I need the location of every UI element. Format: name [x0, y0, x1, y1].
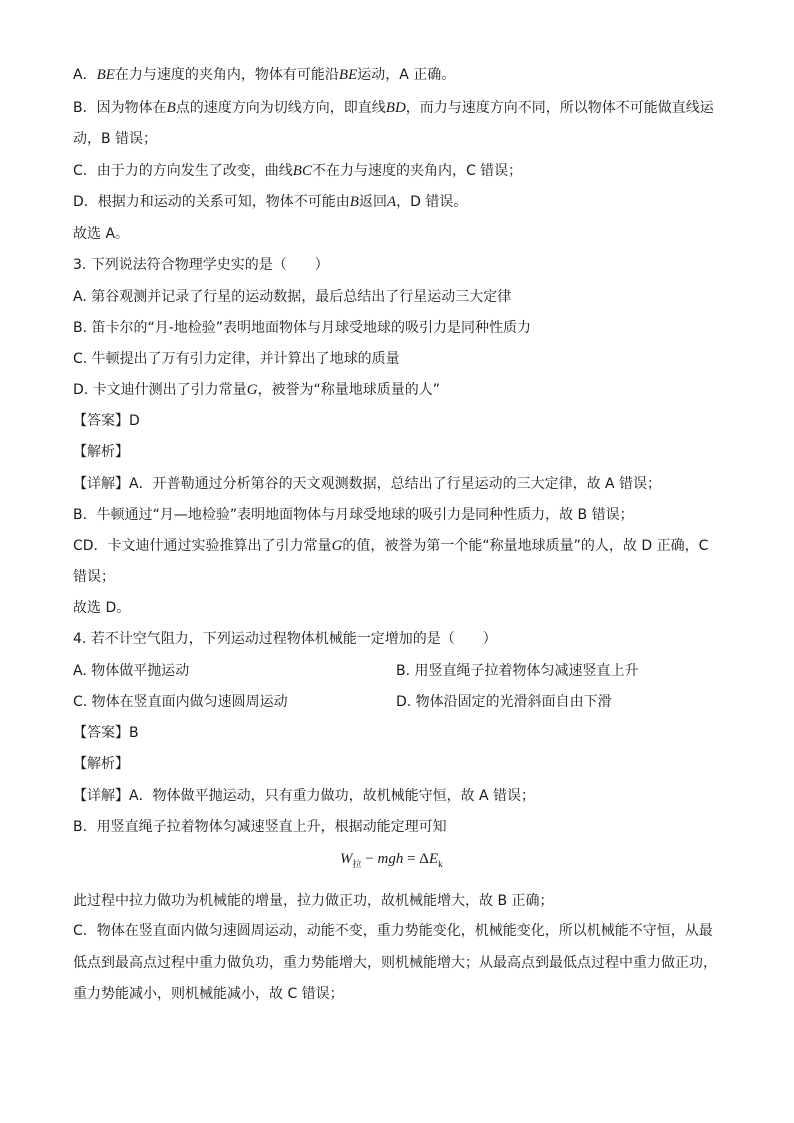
- text: B．因为物体在: [73, 100, 167, 116]
- q4-option-b: B. 用竖直绳子拉着物体匀减速竖直上升: [396, 663, 639, 679]
- q3-option-a: A. 第谷观测并记录了行星的运动数据，最后总结出了行星运动三大定律: [73, 289, 512, 305]
- q3-option-d: [73, 381, 440, 399]
- analysis-4: 【解析】: [73, 756, 129, 772]
- explanation-line-d: [73, 193, 467, 211]
- text: 在力与速度的夹角内，物体有可能沿: [114, 67, 339, 83]
- explanation-line-b2: 动，B 错误；: [73, 131, 158, 147]
- subscript: 拉: [352, 859, 362, 869]
- text: 运动，A 正确。: [357, 67, 456, 83]
- q3-option-b: B. 笛卡尔的“月-地检验”表明地面物体与月球受地球的吸引力是同种性质力: [73, 320, 532, 336]
- q4-option-c: C. 物体在竖直面内做匀速圆周运动: [73, 694, 288, 710]
- text: ，被誉为“称量地球质量的人”: [257, 382, 441, 398]
- detail-4-d: C．物体在竖直面内做匀速圆周运动，动能不变，重力势能变化，机械能变化，所以机械能不守恒，从最: [73, 923, 713, 939]
- select-answer-3: 故选 D。: [73, 600, 131, 616]
- analysis-3: 【解析】: [73, 444, 129, 460]
- math-var: B: [166, 100, 176, 116]
- detail-4-f: 重力势能减小，则机械能减小，故 C 错误；: [73, 986, 344, 1002]
- text: ，D 错误。: [396, 194, 468, 210]
- math-var: BC: [292, 163, 312, 179]
- math-op: −: [361, 851, 378, 867]
- energy-formula: [340, 849, 443, 870]
- text: C．由于力的方向发生了改变，曲线: [73, 163, 293, 179]
- q4-option-a: A. 物体做平抛运动: [73, 663, 190, 679]
- text: 的值，被誉为第一个能“称量地球质量”的人，故 D 正确，C: [342, 538, 709, 554]
- question-3: 3. 下列说法符合物理学史实的是（ ）: [73, 257, 329, 273]
- math-var: G: [246, 382, 258, 398]
- answer-4: 【答案】B: [73, 725, 139, 741]
- text: 返回: [358, 194, 387, 210]
- math-var: E: [428, 851, 439, 867]
- text: D．根据力和运动的关系可知，物体不可能由: [73, 194, 350, 210]
- text: ，而力与速度方向不同，所以物体不可能做直线运: [405, 100, 714, 116]
- detail-4-c: 此过程中拉力做功为机械能的增量，拉力做正功，故机械能增大，故 B 正确；: [73, 893, 554, 909]
- math-op: = Δ: [403, 851, 429, 867]
- math-var: B: [349, 194, 359, 210]
- explanation-line-b: [73, 99, 714, 117]
- q3-option-c: C. 牛顿提出了万有引力定律，并计算出了地球的质量: [73, 351, 400, 367]
- question-4: 4. 若不计空气阻力，下列运动过程物体机械能一定增加的是（ ）: [73, 631, 497, 647]
- math-var: A: [386, 194, 397, 210]
- detail-4-b: B．用竖直绳子拉着物体匀减速竖直上升，根据动能定理可知: [73, 819, 447, 835]
- q4-option-d: D. 物体沿固定的光滑斜面自由下滑: [396, 694, 612, 710]
- detail-3-a: 【详解】A．开普勒通过分析第谷的天文观测数据，总结出了行星运动的三大定律，故 A 错误；: [73, 476, 662, 492]
- math-var: BD: [385, 100, 406, 116]
- math-var: BE: [96, 67, 115, 83]
- detail-3-cd-cont: 错误；: [73, 569, 115, 585]
- text: A．: [73, 67, 97, 83]
- math-var: BE: [338, 67, 358, 83]
- math-var: G: [331, 538, 343, 554]
- answer-3: 【答案】D: [73, 413, 140, 429]
- text: CD．卡文迪什通过实验推算出了引力常量: [73, 538, 332, 554]
- detail-4-a: 【详解】A．物体做平抛运动，只有重力做功，故机械能守恒，故 A 错误；: [73, 788, 536, 804]
- subscript: k: [438, 859, 443, 869]
- text: 点的速度方向为切线方向，即直线: [175, 100, 386, 116]
- explanation-line-c: [73, 162, 522, 180]
- math-var: W: [340, 851, 353, 867]
- detail-3-cd: [73, 537, 708, 555]
- math-var: mgh: [377, 851, 404, 867]
- detail-3-b: B．牛顿通过“月—地检验”表明地面物体与月球受地球的吸引力是同种性质力，故 B 错误；: [73, 507, 634, 523]
- detail-4-e: 低点到最高点过程中重力做负功，重力势能增大，则机械能增大；从最高点到最低点过程中重力做正功，: [73, 955, 717, 971]
- text: D. 卡文迪什测出了引力常量: [73, 382, 247, 398]
- select-answer-2: 故选 A。: [73, 226, 130, 242]
- explanation-line-a: [73, 66, 455, 84]
- text: 不在力与速度的夹角内，C 错误；: [311, 163, 523, 179]
